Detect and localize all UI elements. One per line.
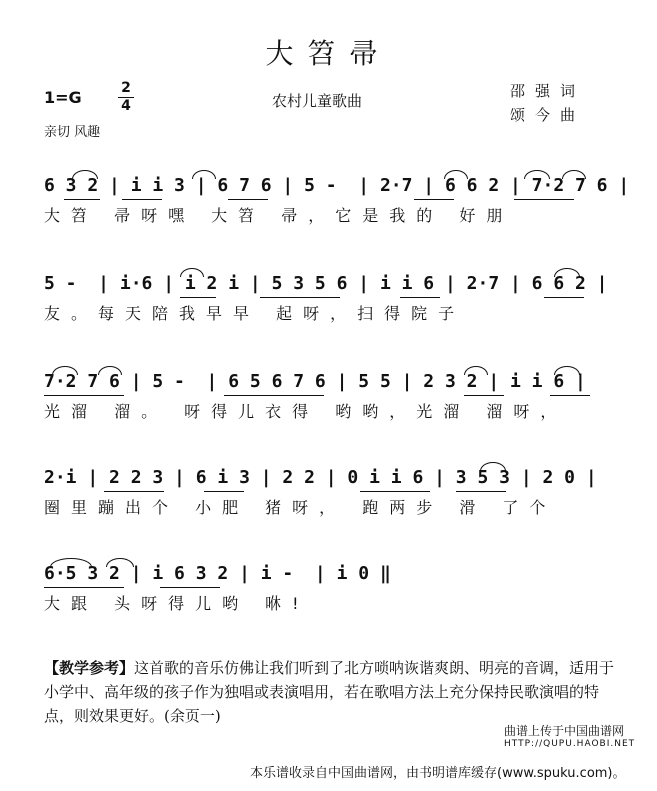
score-line-3	[44, 366, 624, 432]
score-line-4	[44, 462, 624, 528]
score-line-1	[44, 170, 630, 236]
teaching-reference	[44, 656, 619, 728]
lyrics-line-3: 光溜 溜。 呀得儿衣得 哟哟，光溜 溜呀，	[44, 402, 568, 421]
lyrics-line-2: 友。每天陪我早早 起呀，扫得院子	[44, 304, 466, 323]
time-signature	[118, 80, 134, 115]
notation-line-5: 6·5 3 2 | i 6 3 2 | i - | i 0 ‖	[44, 563, 391, 584]
meter-bottom: 4	[118, 97, 134, 115]
upload-notice: 曲谱上传于中国曲谱网	[504, 724, 625, 738]
lyricist-credit: 邵强词	[510, 82, 586, 100]
upload-url[interactable]: HTTP://QUPU.HAOBI.NET	[504, 739, 636, 749]
teaching-reference-label: 【教学参考】	[44, 659, 135, 677]
subtitle: 农村儿童歌曲	[272, 92, 363, 110]
lyrics-line-4: 圈里蹦出个 小肥 猪呀， 跑两步 滑 了个	[44, 498, 557, 517]
meter-top: 2	[121, 80, 131, 96]
notation-line-2: 5 - | i·6 | i 2 i | 5 3 5 6 | i i 6 | 2·7 | 6 6 2 |	[44, 273, 608, 294]
composer-credit: 颂今曲	[510, 106, 586, 124]
lyrics-line-5: 大跟 头呀得儿哟 咻!	[44, 594, 310, 613]
notation-line-4: 2·i | 2 2 3 | 6 i 3 | 2 2 | 0 i i 6 | 3 5 3 | 2 0 |	[44, 467, 597, 488]
teaching-reference-text: 这首歌的音乐仿佛让我们听到了北方唢呐诙谐爽朗、明亮的音调，适用于小学中、高年级的孩子作为独唱或表演唱用，若在歌唱方法上充分保持民歌演唱的特点，则效果更好。(余页一)	[44, 659, 615, 725]
footer-source: 本乐谱收录自中国曲谱网，由书明谱库缓存(www.spuku.com)。	[250, 766, 626, 781]
tempo-marking: 亲切 风趣	[44, 125, 101, 140]
lyrics-line-1: 大笤 帚呀嘿 大笤 帚，它是我的 好朋	[44, 206, 514, 225]
score-line-5	[44, 558, 624, 624]
song-title: 大笤帚	[265, 37, 392, 70]
notation-line-1: 6 3 2 | i i 3 | 6 7 6 | 5 - | 2·7 | 6 6 2 | 7·2 7 6 |	[44, 175, 630, 196]
notation-line-3: 7·2 7 6 | 5 - | 6 5 6 7 6 | 5 5 | 2 3 2 | i i 6 |	[44, 371, 586, 392]
score-line-2	[44, 268, 624, 334]
key-signature: 1=G	[44, 88, 82, 107]
